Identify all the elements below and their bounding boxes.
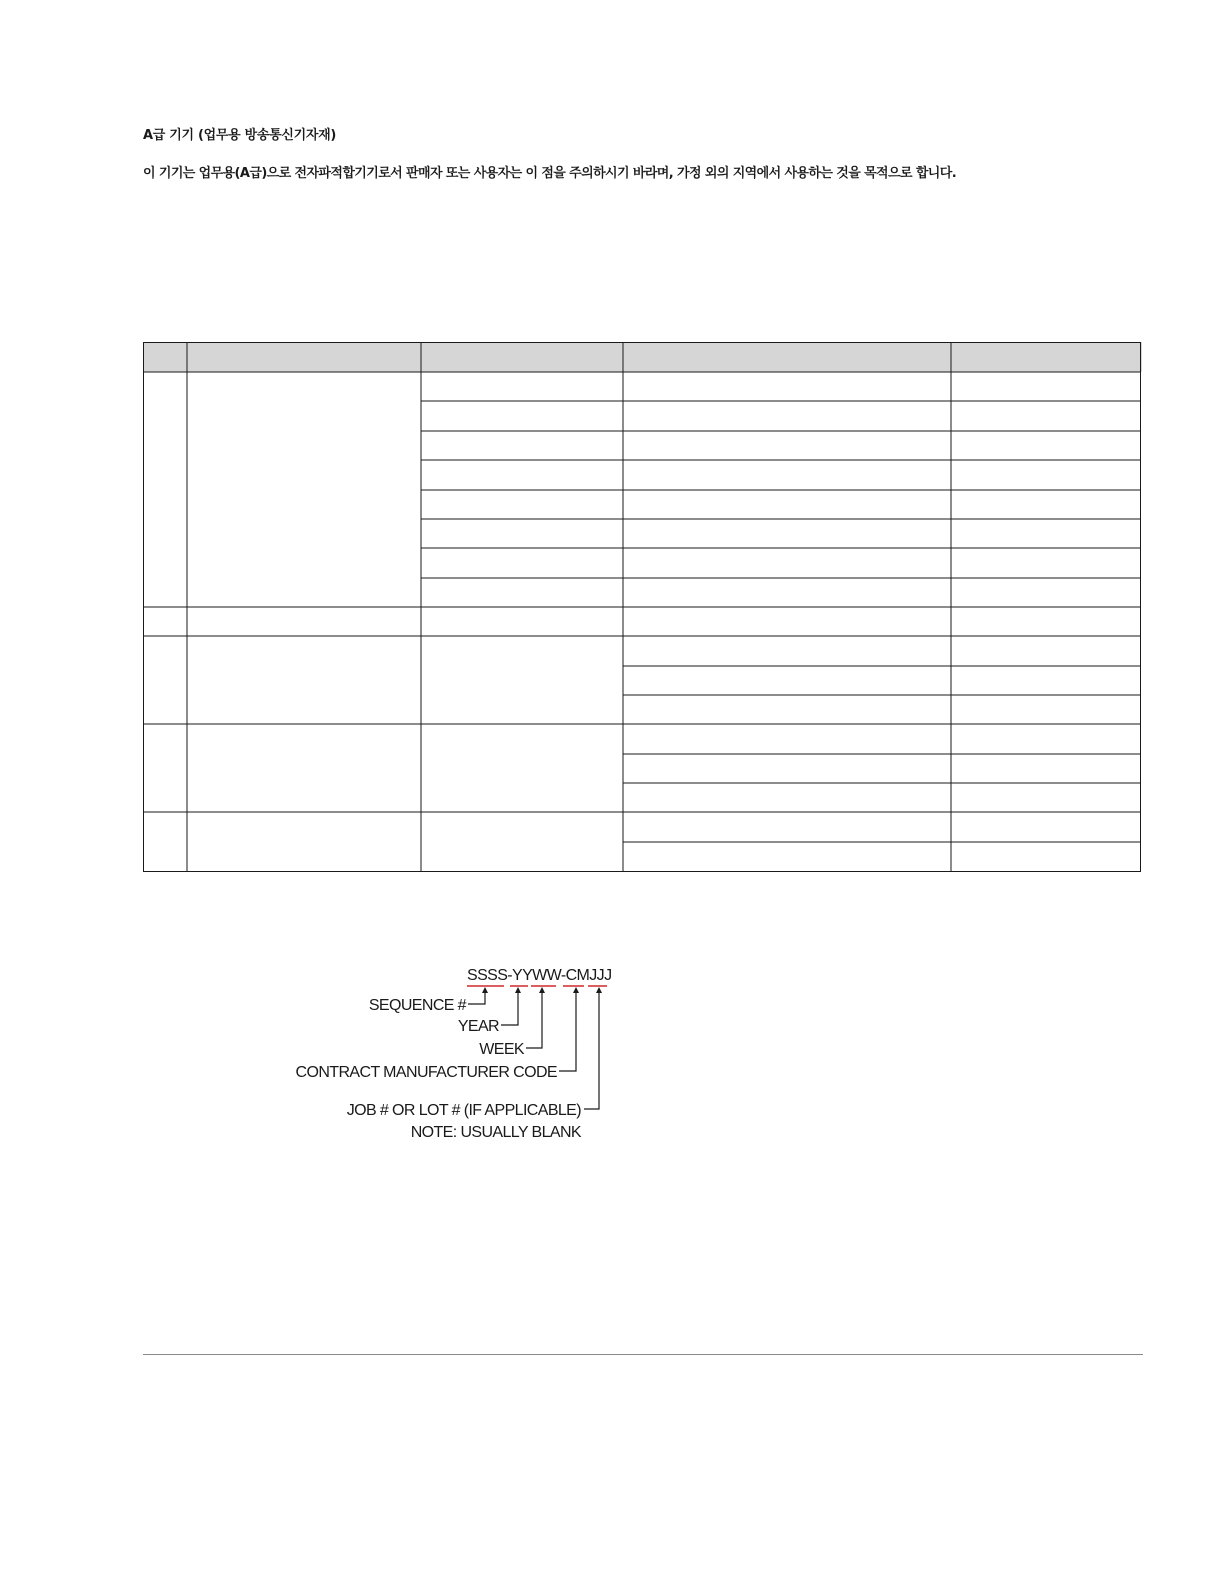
label-note: NOTE: USUALLY BLANK <box>410 1124 581 1141</box>
korean-notice-heading: A급 기기 (업무용 방송통신기자재) <box>143 128 337 143</box>
label-year: YEAR <box>457 1018 499 1035</box>
korean-notice-body: 이 기기는 업무용(A급)으로 전자파적합기기로서 판매자 또는 사용자는 이 점을 주의하시기 바라며, 가정 외의 지역에서 사용하는 것을 목적으로 합니다. <box>143 166 957 181</box>
label-job-lot: JOB # OR LOT # (IF APPLICABLE) <box>346 1102 581 1119</box>
footer-divider <box>143 1354 1143 1355</box>
label-sequence: SEQUENCE # <box>368 997 466 1014</box>
serial-number-diagram <box>280 955 640 1155</box>
empty-table <box>143 342 1142 873</box>
serial-code: SSSS-YYWW-CMJJJ <box>467 967 612 984</box>
label-week: WEEK <box>479 1041 524 1058</box>
table-header-row <box>143 342 1142 372</box>
serial-arrowheads <box>482 987 602 993</box>
label-manufacturer: CONTRACT MANUFACTURER CODE <box>295 1064 557 1081</box>
